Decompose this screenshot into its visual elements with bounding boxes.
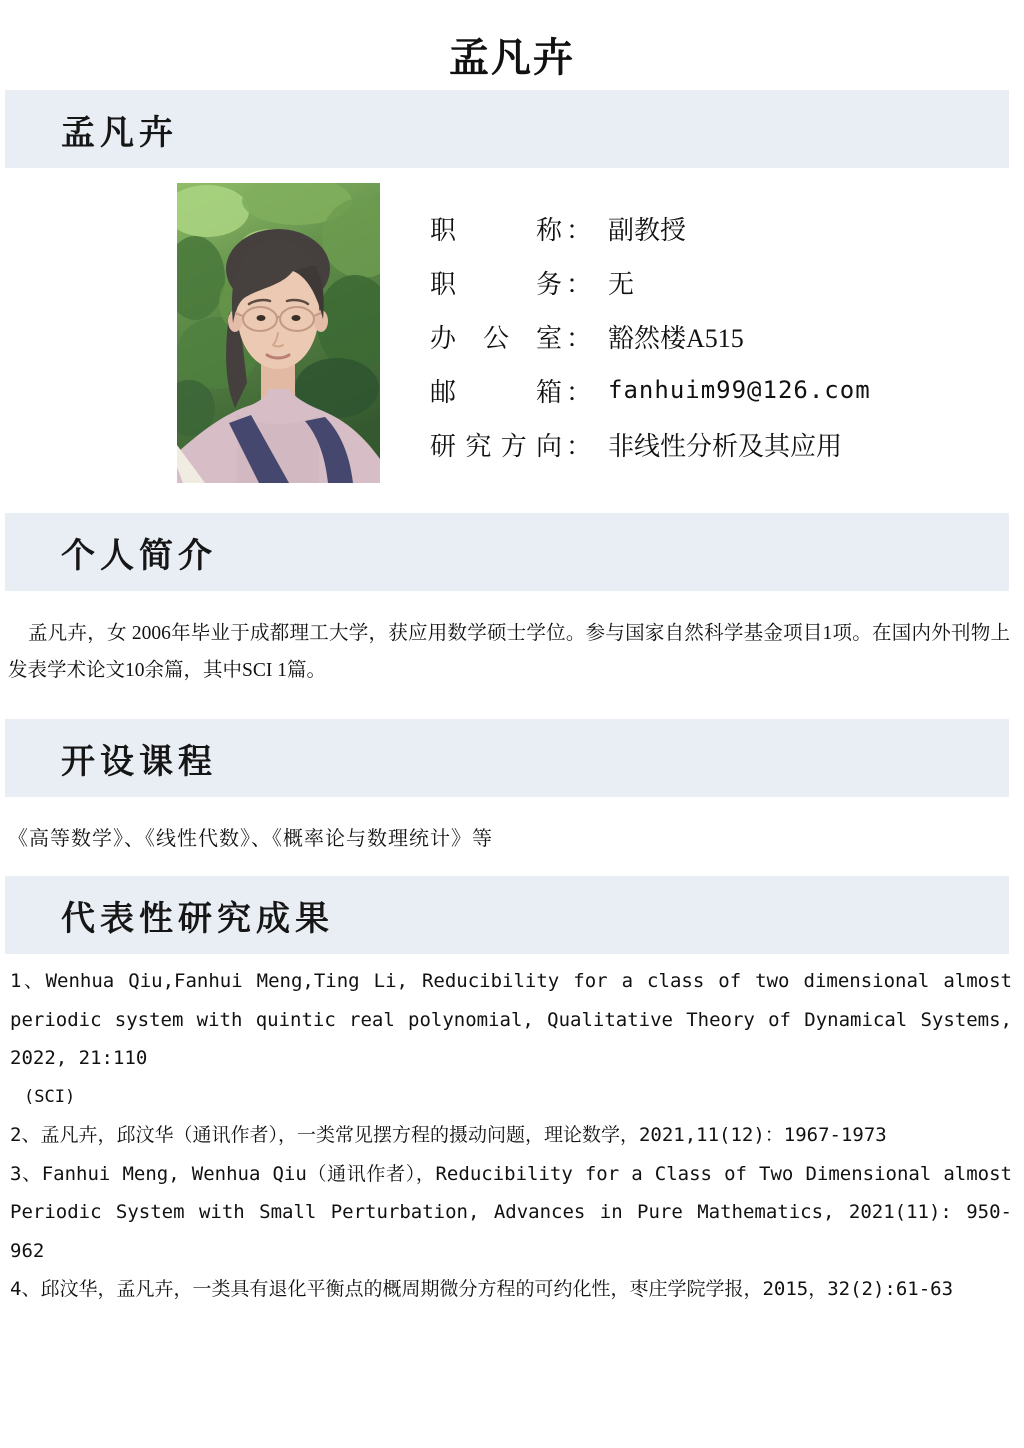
bio-paragraph: 孟凡卉，女 2006年毕业于成都理工大学，获应用数学硕士学位。参与国家自然科学基金项目1项。在国内外刊物上发表学术论文10余篇，其中SCI 1篇。 bbox=[8, 623, 1010, 681]
section-heading-label: 代表性研究成果 bbox=[61, 900, 334, 938]
field-label: 办公室 bbox=[430, 323, 562, 353]
section-heading-bio bbox=[5, 513, 1009, 591]
publication-item: 2、孟凡卉，邱汶华（通讯作者），一类常见摆方程的摄动问题，理论数学，2021,11(12)：1967-1973 bbox=[10, 1124, 887, 1146]
field-row-duty bbox=[430, 255, 871, 309]
field-row-title bbox=[430, 201, 871, 255]
profile-photo bbox=[177, 183, 380, 483]
publication-item: 4、邱汶华，孟凡卉，一类具有退化平衡点的概周期微分方程的可约化性，枣庄学院学报，2015，32(2):61-63 bbox=[10, 1278, 954, 1300]
field-value: 无 bbox=[608, 269, 635, 299]
publication-item: 3、Fanhui Meng, Wenhua Qiu（通讯作者），Reducibility for a Class of Two Dimensional almost Periodic System with Small Perturbation, Advances in Pure Mathematics, 2021(11): 950-962 bbox=[10, 1162, 1012, 1262]
name-banner-label: 孟凡卉 bbox=[61, 114, 178, 152]
publication-list bbox=[0, 954, 1024, 1309]
field-label: 研究方向 bbox=[430, 431, 562, 461]
field-label: 职称 bbox=[430, 215, 562, 245]
field-row-email bbox=[430, 363, 871, 417]
field-colon: ： bbox=[566, 323, 593, 353]
publication-item: 1、Wenhua Qiu,Fanhui Meng,Ting Li, Reducibility for a class of two dimensional almost periodic system with quintic real polynomial, Qualitative Theory of Dynamical Systems, 2022, 21:110 bbox=[10, 970, 1012, 1069]
field-colon: ： bbox=[566, 431, 593, 461]
section-heading-label: 个人简介 bbox=[61, 537, 217, 575]
field-value: 豁然楼A515 bbox=[608, 323, 744, 353]
publication-sci-note: (SCI) bbox=[24, 1086, 76, 1107]
name-banner bbox=[5, 90, 1009, 168]
section-heading-label: 开设课程 bbox=[61, 743, 217, 781]
page-title: 孟凡卉 bbox=[449, 36, 575, 80]
field-label: 邮箱 bbox=[430, 377, 562, 407]
section-heading-courses bbox=[5, 719, 1009, 797]
field-row-research bbox=[430, 417, 871, 471]
profile-section bbox=[0, 168, 1024, 513]
field-colon: ： bbox=[566, 269, 593, 299]
field-label: 职务 bbox=[430, 269, 562, 299]
section-heading-publications bbox=[5, 876, 1009, 954]
field-colon: ： bbox=[566, 215, 593, 245]
portrait-illustration bbox=[177, 183, 380, 483]
field-value: 副教授 bbox=[608, 215, 687, 245]
field-value: 非线性分析及其应用 bbox=[608, 431, 843, 461]
field-row-office bbox=[430, 309, 871, 363]
field-colon: ： bbox=[566, 377, 593, 407]
courses-line: 《高等数学》、《线性代数》、《概率论与数理统计》等 bbox=[8, 828, 493, 850]
profile-info bbox=[430, 183, 871, 483]
email-value: fanhuim99@126.com bbox=[608, 376, 871, 404]
